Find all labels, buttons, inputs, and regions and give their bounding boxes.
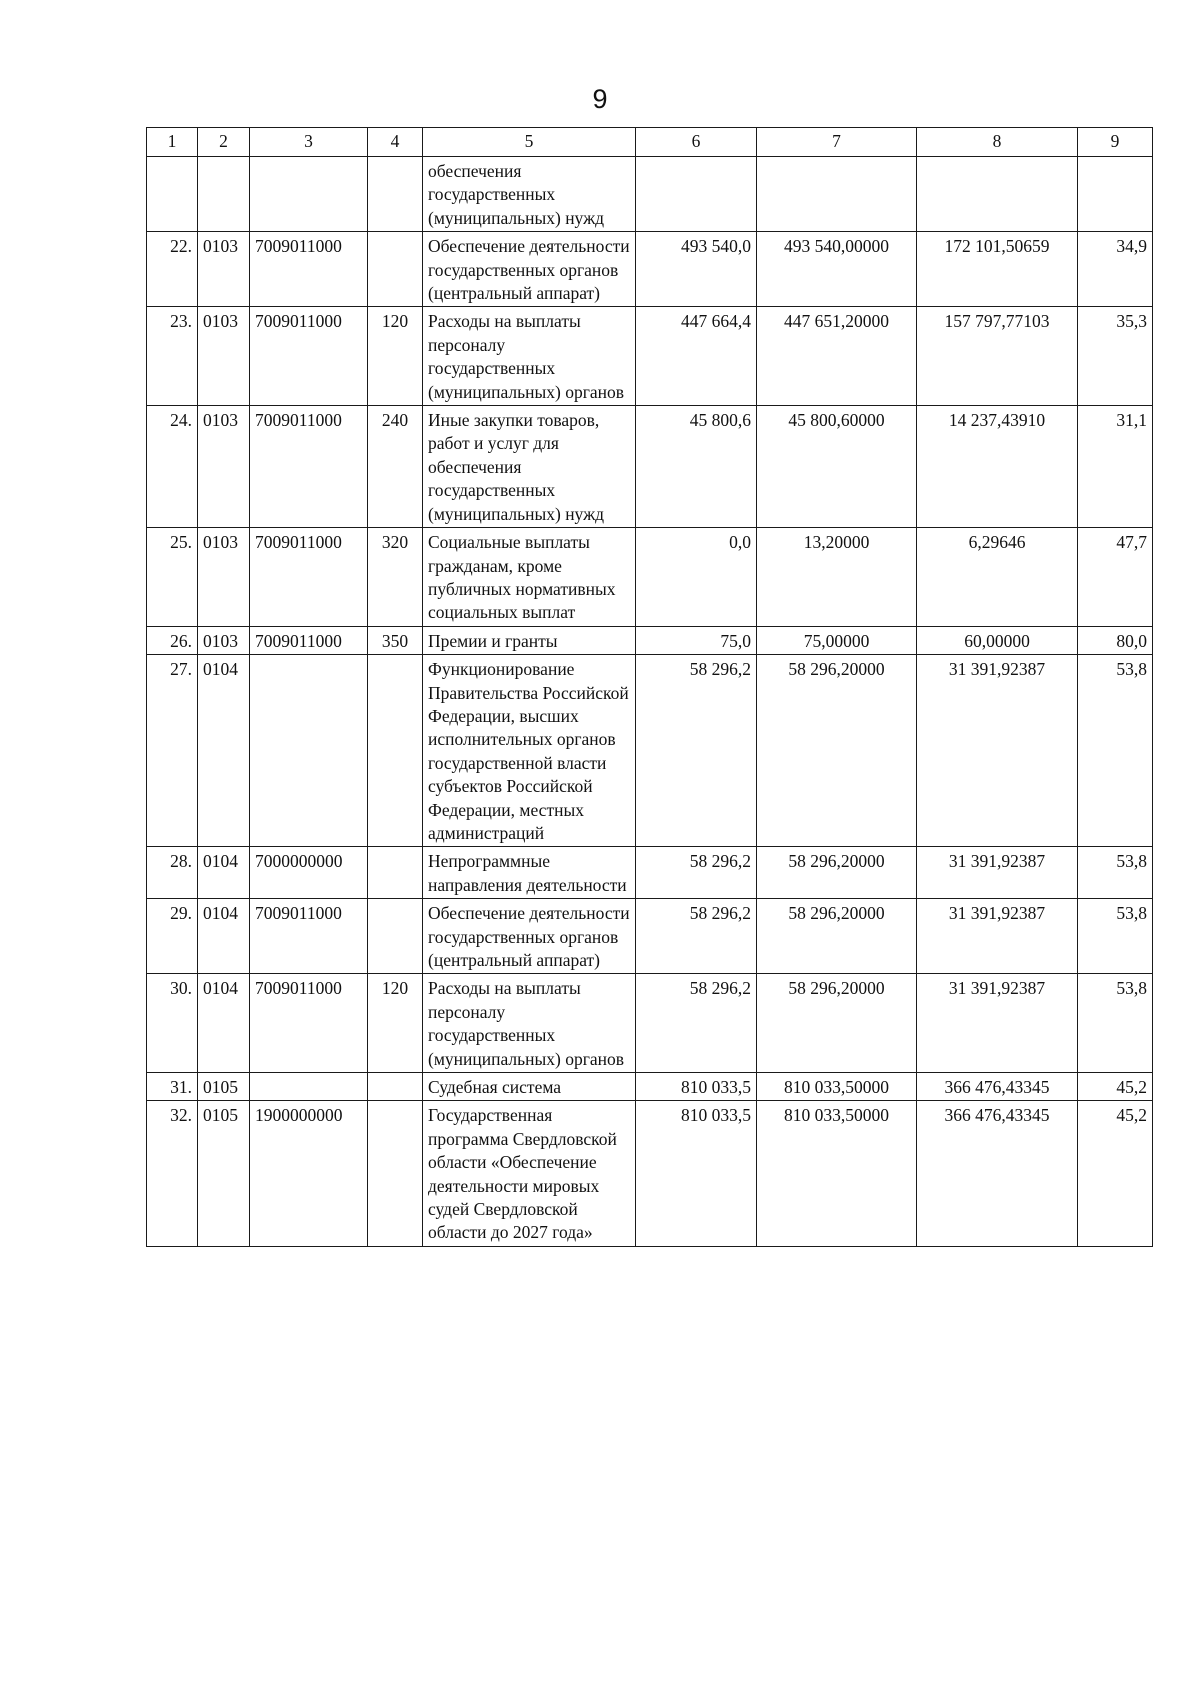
execution-percent-cell: 53,8 [1078,847,1153,899]
table-row [147,1073,1153,1101]
execution-percent-cell: 34,9 [1078,232,1153,307]
header-cell-1: 1 [147,128,198,157]
budget-table [146,127,1153,1247]
budget-list-amount-cell: 810 033,50000 [757,1073,917,1101]
header-cell-2: 2 [198,128,250,157]
approved-amount-cell [636,157,757,232]
budget-list-amount-cell: 447 651,20000 [757,307,917,406]
section-code-cell: 0104 [198,655,250,847]
expense-type-code-cell [368,899,423,974]
budget-list-amount-cell: 58 296,20000 [757,847,917,899]
expense-type-code-cell [368,1101,423,1246]
approved-amount-cell: 45 800,6 [636,406,757,528]
approved-amount-cell: 58 296,2 [636,847,757,899]
section-code-cell: 0103 [198,232,250,307]
executed-amount-cell: 31 391,92387 [917,655,1078,847]
row-number-cell: 24. [147,406,198,528]
section-code-cell: 0104 [198,899,250,974]
item-name-cell: Иные закупки товаров, работ и услуг для обеспечения государственных (муниципальных) нужд [423,406,636,528]
target-article-code-cell: 7009011000 [250,406,368,528]
section-code-cell [198,157,250,232]
approved-amount-cell: 810 033,5 [636,1073,757,1101]
item-name-cell: Расходы на выплаты персоналу государственных (муниципальных) органов [423,974,636,1073]
expense-type-code-cell [368,1073,423,1101]
budget-list-amount-cell: 75,00000 [757,626,917,654]
item-name-cell: Расходы на выплаты персоналу государственных (муниципальных) органов [423,307,636,406]
approved-amount-cell: 0,0 [636,528,757,627]
header-cell-5: 5 [423,128,636,157]
execution-percent-cell: 53,8 [1078,655,1153,847]
table-row [147,899,1153,974]
section-code-cell: 0103 [198,626,250,654]
row-number-cell: 25. [147,528,198,627]
item-name-cell: обеспечения государственных (муниципальных) нужд [423,157,636,232]
execution-percent-cell [1078,157,1153,232]
budget-list-amount-cell: 58 296,20000 [757,655,917,847]
target-article-code-cell: 7009011000 [250,307,368,406]
header-cell-7: 7 [757,128,917,157]
header-row [147,128,1153,157]
row-number-cell: 28. [147,847,198,899]
table-row [147,847,1153,899]
execution-percent-cell: 45,2 [1078,1101,1153,1246]
execution-percent-cell: 80,0 [1078,626,1153,654]
approved-amount-cell: 58 296,2 [636,974,757,1073]
target-article-code-cell: 7009011000 [250,528,368,627]
target-article-code-cell [250,655,368,847]
section-code-cell: 0103 [198,307,250,406]
target-article-code-cell [250,157,368,232]
expense-type-code-cell [368,157,423,232]
table-row [147,626,1153,654]
table-row [147,157,1153,232]
row-number-cell: 31. [147,1073,198,1101]
section-code-cell: 0104 [198,974,250,1073]
execution-percent-cell: 53,8 [1078,899,1153,974]
executed-amount-cell: 31 391,92387 [917,847,1078,899]
target-article-code-cell: 7009011000 [250,232,368,307]
table-row [147,1101,1153,1246]
approved-amount-cell: 493 540,0 [636,232,757,307]
approved-amount-cell: 58 296,2 [636,899,757,974]
row-number-cell: 32. [147,1101,198,1246]
item-name-cell: Судебная система [423,1073,636,1101]
budget-list-amount-cell: 810 033,50000 [757,1101,917,1246]
section-code-cell: 0105 [198,1101,250,1246]
executed-amount-cell: 366 476,43345 [917,1101,1078,1246]
row-number-cell: 29. [147,899,198,974]
item-name-cell: Функционирование Правительства Российской Федерации, высших исполнительных органов государственной власти субъектов Российской Федерации, местных администраций [423,655,636,847]
expense-type-code-cell: 350 [368,626,423,654]
section-code-cell: 0105 [198,1073,250,1101]
executed-amount-cell: 60,00000 [917,626,1078,654]
table-row [147,232,1153,307]
executed-amount-cell: 6,29646 [917,528,1078,627]
table-row [147,307,1153,406]
executed-amount-cell [917,157,1078,232]
budget-list-amount-cell: 493 540,00000 [757,232,917,307]
target-article-code-cell: 7009011000 [250,899,368,974]
row-number-cell [147,157,198,232]
executed-amount-cell: 31 391,92387 [917,899,1078,974]
budget-list-amount-cell: 58 296,20000 [757,974,917,1073]
table-row [147,655,1153,847]
row-number-cell: 22. [147,232,198,307]
execution-percent-cell: 35,3 [1078,307,1153,406]
execution-percent-cell: 31,1 [1078,406,1153,528]
item-name-cell: Государственная программа Свердловской области «Обеспечение деятельности мировых судей Свердловской области до 2027 года» [423,1101,636,1246]
expense-type-code-cell [368,232,423,307]
execution-percent-cell: 53,8 [1078,974,1153,1073]
item-name-cell: Непрограммные направления деятельности [423,847,636,899]
row-number-cell: 30. [147,974,198,1073]
row-number-cell: 27. [147,655,198,847]
header-cell-6: 6 [636,128,757,157]
expense-type-code-cell [368,655,423,847]
approved-amount-cell: 75,0 [636,626,757,654]
table-row [147,974,1153,1073]
budget-list-amount-cell: 58 296,20000 [757,899,917,974]
item-name-cell: Социальные выплаты гражданам, кроме публичных нормативных социальных выплат [423,528,636,627]
execution-percent-cell: 47,7 [1078,528,1153,627]
header-cell-8: 8 [917,128,1078,157]
target-article-code-cell [250,1073,368,1101]
executed-amount-cell: 31 391,92387 [917,974,1078,1073]
executed-amount-cell: 366 476,43345 [917,1073,1078,1101]
expense-type-code-cell: 120 [368,307,423,406]
target-article-code-cell: 1900000000 [250,1101,368,1246]
table-row [147,528,1153,627]
target-article-code-cell: 7009011000 [250,974,368,1073]
row-number-cell: 26. [147,626,198,654]
expense-type-code-cell: 120 [368,974,423,1073]
row-number-cell: 23. [147,307,198,406]
budget-list-amount-cell: 13,20000 [757,528,917,627]
execution-percent-cell: 45,2 [1078,1073,1153,1101]
expense-type-code-cell: 240 [368,406,423,528]
executed-amount-cell: 172 101,50659 [917,232,1078,307]
item-name-cell: Премии и гранты [423,626,636,654]
budget-list-amount-cell [757,157,917,232]
item-name-cell: Обеспечение деятельности государственных органов (центральный аппарат) [423,899,636,974]
approved-amount-cell: 58 296,2 [636,655,757,847]
header-cell-9: 9 [1078,128,1153,157]
section-code-cell: 0103 [198,406,250,528]
expense-type-code-cell: 320 [368,528,423,627]
page-number: 9 [592,84,608,114]
budget-list-amount-cell: 45 800,60000 [757,406,917,528]
header-cell-4: 4 [368,128,423,157]
executed-amount-cell: 14 237,43910 [917,406,1078,528]
header-cell-3: 3 [250,128,368,157]
approved-amount-cell: 810 033,5 [636,1101,757,1246]
section-code-cell: 0104 [198,847,250,899]
table-row [147,406,1153,528]
target-article-code-cell: 7009011000 [250,626,368,654]
section-code-cell: 0103 [198,528,250,627]
table-body [147,157,1153,1247]
item-name-cell: Обеспечение деятельности государственных органов (центральный аппарат) [423,232,636,307]
executed-amount-cell: 157 797,77103 [917,307,1078,406]
expense-type-code-cell [368,847,423,899]
target-article-code-cell: 7000000000 [250,847,368,899]
approved-amount-cell: 447 664,4 [636,307,757,406]
